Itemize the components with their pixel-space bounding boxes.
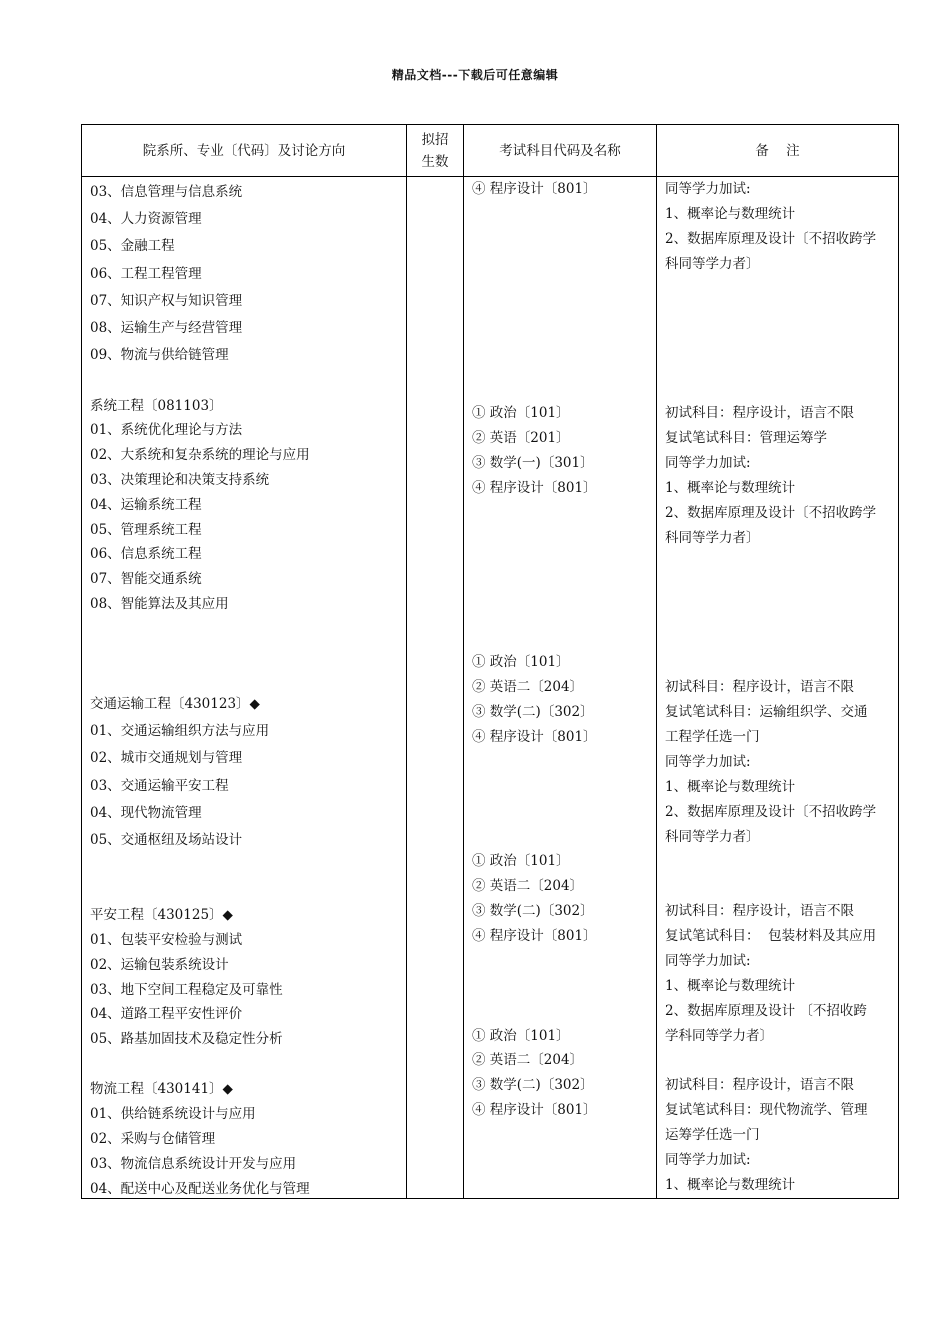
note-line: 1、概率论与数理统计 [665,1177,796,1193]
note-line: 同等学力加试: [665,754,751,770]
exam-subject: ① 政治〔101〕 [472,1028,570,1044]
admissions-table [81,124,899,1199]
notes-column [665,125,897,1198]
note-line: 同等学力加试: [665,181,751,197]
exam-subject: ③ 数学(二)〔302〕 [472,1077,594,1093]
note-line: 复试笔试科目： 包装材料及其应用 [665,928,877,944]
direction-item: 03、信息管理与信息系统 [90,184,243,200]
note-line: 同等学力加试: [665,953,751,969]
direction-item: 04、运输系统工程 [90,497,202,513]
exam-subject: ② 英语二〔204〕 [472,679,584,695]
header-notes: 备 注 [755,142,800,159]
note-line: 科同等学力者〕 [665,530,760,546]
direction-item: 04、道路工程平安性评价 [90,1006,243,1022]
note-line: 2、数据库原理及设计〔不招收跨学 [665,804,877,820]
note-line: 科同等学力者〕 [665,256,760,272]
direction-item: 02、采购与仓储管理 [90,1131,216,1147]
direction-item: 01、包装平安检验与测试 [90,932,243,948]
direction-item: 03、地下空间工程稳定及可靠性 [90,982,283,998]
column-divider [463,125,464,1198]
header-department: 院系所、专业〔代码〕及讨论方向 [142,142,346,159]
header-enrollment [407,125,463,176]
note-line: 2、数据库原理及设计 〔不招收跨 [665,1003,867,1019]
note-line: 初试科目：程序设计，语言不限 [665,903,854,919]
note-line: 工程学任选一门 [665,729,760,745]
direction-item: 04、配送中心及配送业务优化与管理 [90,1181,310,1197]
direction-item: 04、人力资源管理 [90,211,202,227]
note-line: 1、概率论与数理统计 [665,779,796,795]
direction-item: 03、决策理论和决策支持系统 [90,472,270,488]
direction-item: 05、路基加固技术及稳定性分析 [90,1031,283,1047]
exam-subject: ② 英语〔201〕 [472,430,570,446]
header-enrollment-line2: 生数 [421,153,449,170]
header-exam-subjects: 考试科目代码及名称 [499,142,621,159]
note-line: 1、概率论与数理统计 [665,978,796,994]
direction-item: 04、现代物流管理 [90,805,202,821]
note-line: 复试笔试科目：管理运筹学 [665,430,827,446]
note-line: 初试科目：程序设计，语言不限 [665,405,854,421]
direction-item: 03、交通运输平安工程 [90,778,229,794]
direction-item: 03、物流信息系统设计开发与应用 [90,1156,297,1172]
exam-subject-column [472,125,654,1198]
direction-item: 09、物流与供给链管理 [90,347,229,363]
exam-subject: ③ 数学(二)〔302〕 [472,903,594,919]
note-line: 1、概率论与数理统计 [665,480,796,496]
exam-subject: ③ 数学(二)〔302〕 [472,704,594,720]
exam-subject: ④ 程序设计〔801〕 [472,181,597,197]
note-line: 2、数据库原理及设计〔不招收跨学 [665,231,877,247]
direction-item: 08、运输生产与经营管理 [90,320,243,336]
direction-item: 05、交通枢纽及场站设计 [90,832,243,848]
direction-item: 01、供给链系统设计与应用 [90,1106,256,1122]
direction-item: 05、金融工程 [90,238,175,254]
direction-item: 02、城市交通规划与管理 [90,750,243,766]
exam-subject: ② 英语二〔204〕 [472,878,584,894]
note-line: 科同等学力者〕 [665,829,760,845]
exam-subject: ① 政治〔101〕 [472,853,570,869]
note-line: 学科同等学力者〕 [665,1028,773,1044]
note-line: 2、数据库原理及设计〔不招收跨学 [665,505,877,521]
exam-subject: ④ 程序设计〔801〕 [472,928,597,944]
note-line: 运筹学任选一门 [665,1127,760,1143]
direction-item: 06、工程工程管理 [90,266,202,282]
major-title: 交通运输工程〔430123〕◆ [90,696,260,712]
note-line: 1、概率论与数理统计 [665,206,796,222]
exam-subject: ② 英语二〔204〕 [472,1052,584,1068]
page-header: 精品文档---下载后可任意编辑 [391,68,559,82]
direction-item: 08、智能算法及其应用 [90,596,229,612]
major-title: 物流工程〔430141〕◆ [90,1081,233,1097]
note-line: 同等学力加试: [665,455,751,471]
exam-subject: ④ 程序设计〔801〕 [472,1102,597,1118]
exam-subject: ① 政治〔101〕 [472,405,570,421]
note-line: 同等学力加试: [665,1152,751,1168]
note-line: 初试科目：程序设计，语言不限 [665,1077,854,1093]
major-title: 系统工程〔081103〕 [90,398,223,414]
note-line: 初试科目：程序设计，语言不限 [665,679,854,695]
direction-item: 02、大系统和复杂系统的理论与应用 [90,447,310,463]
direction-item: 07、知识产权与知识管理 [90,293,243,309]
major-title: 平安工程〔430125〕◆ [90,907,233,923]
column-divider [406,125,407,1198]
direction-item: 02、运输包装系统设计 [90,957,229,973]
direction-item: 06、信息系统工程 [90,546,202,562]
header-enrollment-line1: 拟招 [421,131,449,148]
direction-item: 01、系统优化理论与方法 [90,422,243,438]
direction-item: 01、交通运输组织方法与应用 [90,723,270,739]
exam-subject: ④ 程序设计〔801〕 [472,480,597,496]
exam-subject: ④ 程序设计〔801〕 [472,729,597,745]
note-line: 复试笔试科目：现代物流学、管理 [665,1102,868,1118]
direction-item: 07、智能交通系统 [90,571,202,587]
department-column [90,125,404,1198]
exam-subject: ③ 数学(一)〔301〕 [472,455,594,471]
direction-item: 05、管理系统工程 [90,522,202,538]
note-line: 复试笔试科目：运输组织学、交通 [665,704,868,720]
column-divider [656,125,657,1198]
exam-subject: ① 政治〔101〕 [472,654,570,670]
